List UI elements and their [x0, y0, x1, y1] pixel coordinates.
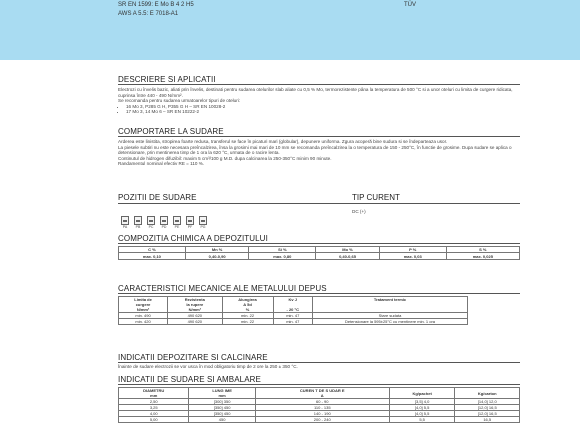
section-rule [118, 362, 520, 363]
table-row [119, 319, 468, 325]
standard-en: SR EN 1599: E Mo B 4 2 H5 [118, 2, 194, 8]
certification-label: TÜV [404, 2, 416, 8]
chemical-composition-table [118, 246, 520, 260]
section-title-descriere: DESCRIERE SI APLICATII [118, 75, 216, 84]
table-header: Kg/carton [455, 388, 520, 399]
calcinare-text: Înainte de sudare electrozii se vor usca în mod obligatoriu timp de 2 ore la 250 ± 350 °C. [118, 364, 298, 369]
table-header: S % [446, 247, 519, 253]
position-pe: PE [172, 216, 182, 231]
table-cell: Detensionare la 595±25°C cu mentinere min. 1 ora [313, 319, 468, 325]
table-cell: [350] 450 [189, 411, 255, 417]
table-header: LUNG IME mm [189, 388, 255, 399]
table-header: Si % [249, 247, 316, 253]
position-icon [147, 216, 155, 225]
table-cell: min. 490 [119, 313, 168, 319]
comportare-p3: Continutul de hidrogen difuzibil: maxim 5 cm³/100 g M.D. dupa calcinarea la 250-350°C minim 90 minute. [118, 155, 332, 161]
table-cell: 450 [189, 417, 255, 423]
descriere-p2: Se recomanda pentru sudarea urmatoarelor tipuri de oteluri: [118, 98, 241, 104]
table-header: CUREN T DE S UDAR E A [255, 388, 389, 399]
table-cell: max. 0,80 [249, 253, 316, 260]
table-cell: 4,00 [119, 411, 189, 417]
table-cell: [350] 450 [189, 405, 255, 411]
table-header: Kg/pachet [389, 388, 455, 399]
steel-item: • 16 Mo 3, P285 G H, P355 G H – SR EN 10028-2 [126, 104, 520, 110]
table-cell: 140 - 190 [255, 411, 389, 417]
comportare-p4: Randamentul nominal efectiv RE = 110 %. [118, 161, 205, 167]
table-header: Kv J - 20 °C [273, 297, 312, 313]
table-header: Mo % [316, 247, 380, 253]
table-cell: 2,50 [119, 399, 189, 405]
position-pd: PD [159, 216, 169, 231]
standard-aws: AWS A 5.5: E 7018-A1 [118, 11, 179, 17]
table-cell: max. 0,03 [379, 253, 446, 260]
position-icon [199, 216, 207, 225]
section-title-pozitii: POZITII DE SUDARE [118, 193, 197, 202]
mechanical-properties-table [118, 296, 468, 325]
steel-list [118, 104, 520, 115]
table-header: Alungirea A 5d % [222, 297, 273, 313]
table-cell: max. 0,025 [446, 253, 519, 260]
position-icon [173, 216, 181, 225]
position-pb: PB [133, 216, 143, 231]
position-pa: PA [120, 216, 130, 231]
packaging-table [118, 387, 520, 423]
table-cell: 0,40-0,90 [185, 253, 249, 260]
table-cell: min. 22 [222, 319, 273, 325]
table-cell: [4,0] 5,5 [389, 405, 455, 411]
comportare-p2: La piesele subtiri nu este necesara preîncalzirea, însa la grosimi mai mari de 10 mm se recomanda preîncalzirea la o temperatura de 150 - 250°C, în functie de grosime. Dupa sudare se aplica o detensionare, prin mentinerea timp de 1 ora la 620 °C, urmata de o racire lenta. [118, 144, 512, 156]
table-header: P % [379, 247, 446, 253]
table-header: Tratament termic [313, 297, 468, 313]
table-header-row [119, 388, 520, 399]
table-cell: Stare sudata [313, 313, 468, 319]
position-pg: PG [198, 216, 208, 231]
table-cell: 16,5 [455, 417, 520, 423]
section-rule [118, 384, 520, 385]
table-row [119, 417, 520, 423]
position-icon [160, 216, 168, 225]
section-title-tip-curent: TIP CURENT [352, 193, 400, 202]
section-rule [118, 293, 520, 294]
table-cell: [4,0] 5,5 [389, 411, 455, 417]
table-cell: 5,00 [119, 417, 189, 423]
table-cell: [300] 350 [189, 399, 255, 405]
table-header: DIAMETRU mm [119, 388, 189, 399]
position-icon [134, 216, 142, 225]
current-type-value: DC (+) [352, 209, 366, 214]
section-title-mecanice: CARACTERISTICI MECANICE ALE METALULUI DEPUS [118, 284, 327, 293]
table-cell: [12,0] 16,5 [455, 411, 520, 417]
section-rule [118, 84, 520, 85]
table-cell: max. 0,10 [119, 253, 186, 260]
position-pc: PC [146, 216, 156, 231]
descriere-p1: Electrozi cu învelis bazic, aliati prin învelis, destinati pentru sudarea otelurilor slab aliate cu 0,5 % Mo, termorezistente pâna la temperatura de 500 °C si a unor oteluri cu limita de curgere ridicata, cuprinsa între 440 - 490 N/mm². [118, 87, 513, 98]
table-row [119, 253, 520, 260]
comportare-p1: Arderea este linistita, stropirea foarte redusa, transferul se face în picaturi mari (globular), depunere uniforma. Zgura acoperă bine sudura si se îndeparteaza usor. [118, 139, 448, 144]
table-header: Mn % [185, 247, 249, 253]
section-rule [118, 203, 520, 204]
table-cell: 490 620 [168, 313, 222, 319]
table-cell: min. 420 [119, 319, 168, 325]
position-pf: PF [185, 216, 195, 231]
welding-positions [120, 216, 208, 231]
table-cell: 200 - 240 [255, 417, 389, 423]
table-cell: min. 47 [273, 313, 312, 319]
table-cell: [3,5] 4,0 [389, 399, 455, 405]
section-title-ambalare: INDICATII DE SUDARE SI AMBALARE [118, 375, 261, 384]
table-cell: 3,25 [119, 405, 189, 411]
table-cell: 110 - 135 [255, 405, 389, 411]
position-icon [121, 216, 129, 225]
table-header: C % [119, 247, 186, 253]
table-cell: min. 47 [273, 319, 312, 325]
table-cell: 60 - 90 [255, 399, 389, 405]
table-header: Rezistenta la rupere N/mm² [168, 297, 222, 313]
section-title-comportare: COMPORTARE LA SUDARE [118, 127, 224, 136]
descriere-text [118, 87, 520, 115]
table-cell: min. 22 [222, 313, 273, 319]
steel-item: • 17 Mo 3, 14 Mo 6 – SR EN 10222-2 [126, 109, 520, 115]
table-header-row [119, 297, 468, 313]
table-cell: [14,0] 12,0 [455, 399, 520, 405]
table-header: Limita de curgere N/mm² [119, 297, 168, 313]
section-title-calcinare: INDICATII DEPOZITARE SI CALCINARE [118, 353, 268, 362]
table-cell: [12,0] 16,5 [455, 405, 520, 411]
section-rule [118, 243, 520, 244]
section-rule [118, 136, 520, 137]
table-cell: 5,5 [389, 417, 455, 423]
section-title-chimica: COMPOZITIA CHIMICA A DEPOZITULUI [118, 234, 268, 243]
table-cell: 0,40-0,65 [316, 253, 380, 260]
position-icon [186, 216, 194, 225]
table-cell: 490 620 [168, 319, 222, 325]
header-band [0, 0, 580, 60]
comportare-text [118, 139, 520, 167]
